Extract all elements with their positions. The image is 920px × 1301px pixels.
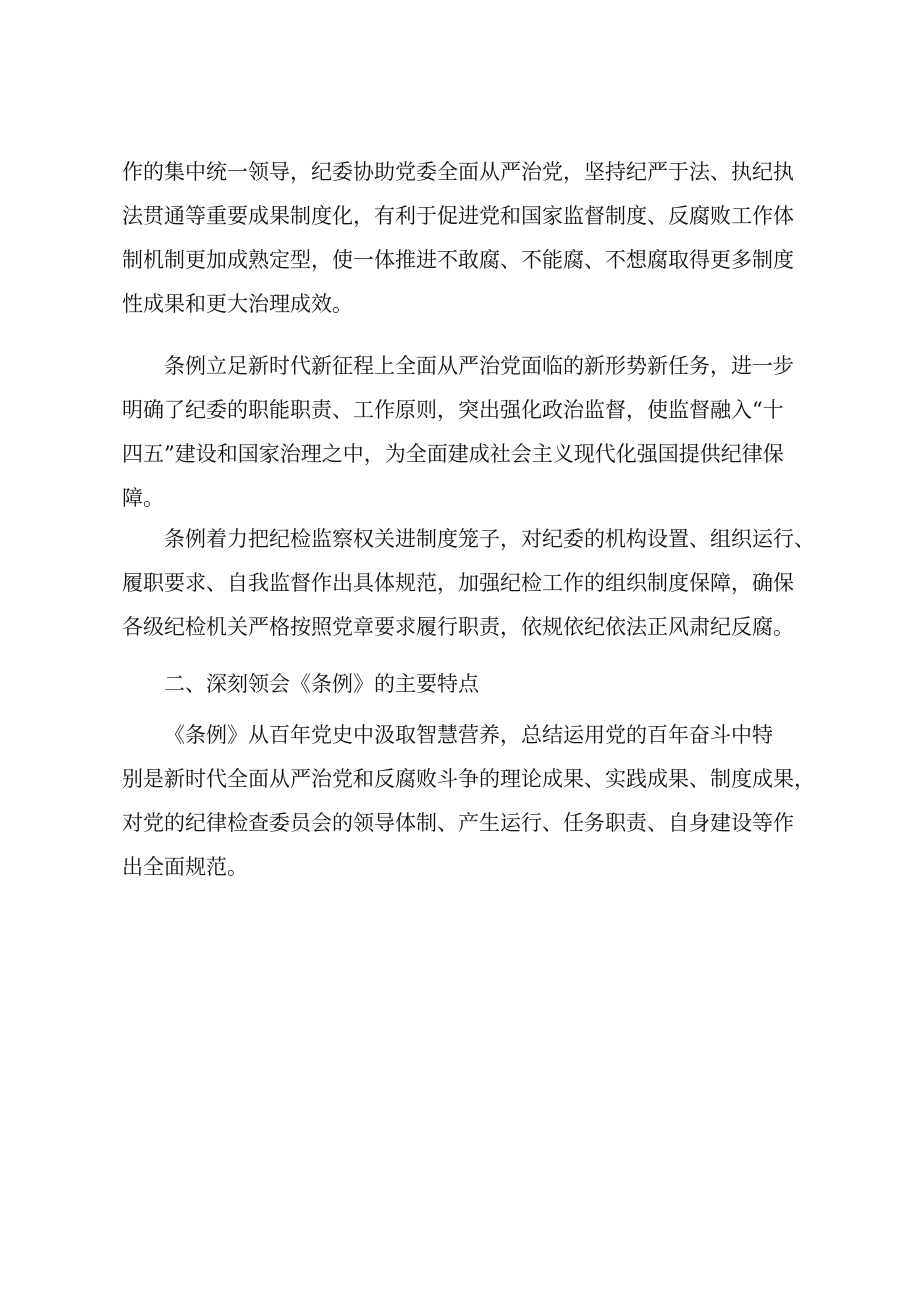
paragraph-1-line-1: 作的集中统一领导，纪委协助党委全面从严治党，坚持纪严于法、执纪执 — [122, 160, 794, 184]
paragraph-3-line-2: 履职要求、自我监督作出具体规范，加强纪检工作的组织制度保障，确保 — [122, 571, 794, 595]
paragraph-3 — [122, 517, 822, 649]
paragraph-3-line-1: 条例着力把纪检监察权关进制度笼子，对纪委的机构设置、组织运行、 — [164, 527, 815, 551]
paragraph-4-line-3: 对党的纪律检查委员会的领导体制、产生运行、任务职责、自身建设等作 — [122, 811, 794, 835]
paragraph-1-line-4: 性成果和更大治理成效。 — [122, 292, 353, 316]
paragraph-2 — [122, 344, 822, 520]
section-heading-block — [122, 662, 822, 706]
paragraph-4-line-2: 别是新时代全面从严治党和反腐败斗争的理论成果、实践成果、制度成果， — [122, 767, 815, 791]
paragraph-1 — [122, 150, 822, 326]
paragraph-3-line-3: 各级纪检机关严格按照党章要求履行职责，依规依纪依法正风肃纪反腐。 — [122, 615, 794, 639]
paragraph-1-line-3: 制机制更加成熟定型，使一体推进不敢腐、不能腐、不想腐取得更多制度 — [122, 248, 794, 272]
paragraph-4 — [122, 713, 822, 889]
paragraph-4-line-1: 《条例》从百年党史中汲取智慧营养，总结运用党的百年奋斗中特 — [164, 723, 773, 747]
paragraph-2-line-3: 四五”建设和国家治理之中，为全面建成社会主义现代化强国提供纪律保 — [122, 442, 784, 466]
paragraph-1-line-2: 法贯通等重要成果制度化，有利于促进党和国家监督制度、反腐败工作体 — [122, 204, 794, 228]
section-heading: 二、深刻领会《条例》的主要特点 — [164, 672, 479, 696]
paragraph-2-line-2: 明确了纪委的职能职责、工作原则，突出强化政治监督，使监督融入“十 — [122, 398, 784, 422]
paragraph-4-line-4: 出全面规范。 — [122, 855, 248, 879]
paragraph-2-line-1: 条例立足新时代新征程上全面从严治党面临的新形势新任务，进一步 — [164, 354, 794, 378]
paragraph-2-line-4: 障。 — [122, 486, 164, 510]
